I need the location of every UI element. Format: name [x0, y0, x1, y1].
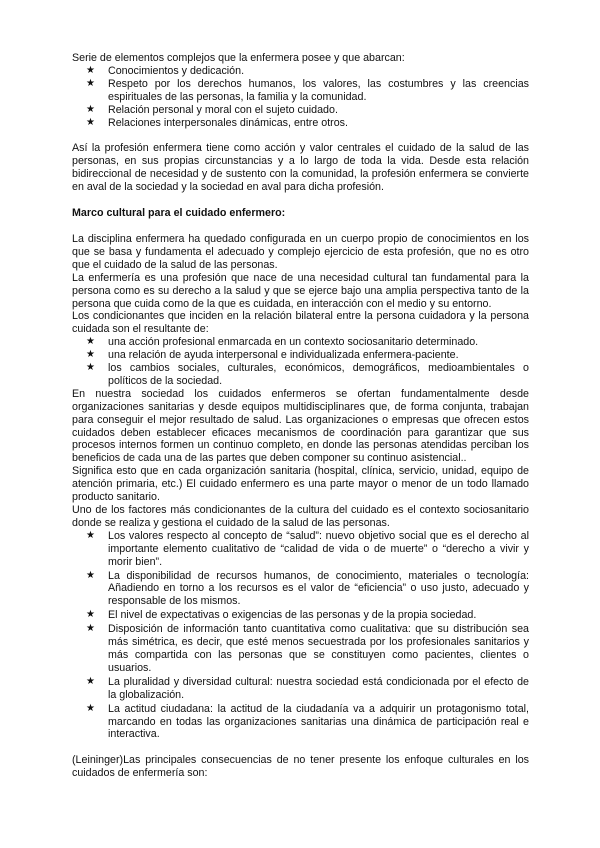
- list-item: ★ La pluralidad y diversidad cultural: nuestra sociedad está condicionada por el efecto de la globalización.: [86, 675, 529, 701]
- star-bullet-icon: ★: [86, 569, 95, 581]
- star-bullet-icon: ★: [86, 529, 95, 541]
- paragraph: En nuestra sociedad los cuidados enfermeros se ofertan fundamentalmente desde organizaciones sanitarias y desde equipos multidisciplinares que, de forma conjunta, trabajan para conseguir el mejor resultado de salud. Las organizaciones o empresas que ofrecen estos cuidados deben establecer eficaces mecanismos de coordinación para garantizar que sus procesos internos formen un continuo completo, en donde las personas atendidas perciban los beneficios de cada una de las partes que deben componer su continuo asistencial..: [72, 387, 529, 465]
- intro-list: [72, 65, 529, 130]
- document-page: [72, 52, 529, 780]
- star-bullet-icon: ★: [86, 116, 95, 128]
- paragraph: La disciplina enfermera ha quedado configurada en un cuerpo propio de conocimientos en los que se basa y fundamenta el adecuado y complejo ejercicio de esta profesión, que no es otro que el cuidado de la salud de las personas.: [72, 232, 529, 271]
- paragraph-profesion: Así la profesión enfermera tiene como acción y valor centrales el cuidado de la salud de las personas, en sus propias circunstancias y a lo largo de toda la vida. Desde esta relación bidireccional de necesidad y de sustento con la comunidad, la profesión enfermera se convierte en aval de la sociedad y la sociedad en aval para dicha profesión.: [72, 142, 529, 194]
- list-item: ★ una relación de ayuda interpersonal e individualizada enfermera-paciente.: [86, 349, 459, 362]
- list-item: ★ La actitud ciudadana: la actitud de la ciudadanía va a adquirir un protagonismo total, marcando en todas las organizaciones sanitarias una dinámica de participación real e interactiva.: [86, 702, 529, 741]
- star-bullet-icon: ★: [86, 77, 95, 89]
- star-bullet-icon: ★: [86, 609, 95, 621]
- star-bullet-icon: ★: [86, 623, 95, 635]
- star-bullet-icon: ★: [86, 675, 95, 687]
- paragraph: Uno de los factores más condicionantes de la cultura del cuidado es el contexto sociosanitario donde se realiza y gestiona el cuidado de la salud de las personas.: [72, 504, 529, 529]
- star-bullet-icon: ★: [86, 362, 95, 374]
- list-item: ★ El nivel de expectativas o exigencias de las personas y de la propia sociedad.: [86, 609, 477, 622]
- paragraph: Los condicionantes que inciden en la relación bilateral entre la persona cuidadora y la persona cuidada son el resultante de:: [72, 310, 529, 336]
- paragraph: La enfermería es una profesión que nace de una necesidad cultural tan fundamental para la persona como es su derecho a la salud y que se ejerce bajo una amplia perspectiva tanto de la persona que cuida como de la que es cuidada, en interacción con el medio y su entorno.: [72, 271, 529, 310]
- section-title: Marco cultural para el cuidado enfermero:: [72, 207, 286, 220]
- list-item: ★ Disposición de información tanto cuantitativa como cualitativa: que su distribución sea más simétrica, es decir, que esté menos secuestrada por los profesionales sanitarios y más compartida con las personas que se constituyen como pacientes, clientes o usuarios.: [86, 623, 529, 674]
- star-bullet-icon: ★: [86, 349, 95, 361]
- list-item: ★ Respeto por los derechos humanos, los valores, las costumbres y las creencias espirituales de las personas, la familia y la comunidad.: [86, 77, 529, 103]
- star-bullet-icon: ★: [86, 64, 95, 76]
- list-item: ★ La disponibilidad de recursos humanos, de conocimiento, materiales o tecnología: Añadiendo en torno a los recursos es el valor de “eficiencia” o uso justo, adecuado y responsable de los mismos.: [86, 569, 529, 608]
- star-bullet-icon: ★: [86, 336, 95, 348]
- factores-list: [72, 530, 529, 742]
- paragraph-leininger: (Leininger)Las principales consecuencias de no tener presente los enfoque culturales en los cuidados de enfermería son:: [72, 754, 529, 780]
- list-item: ★ Los valores respecto al concepto de “salud”: nuevo objetivo social que es el derecho al importante elemento cualitativo de “calidad de vida o de muerte” o “derecho a vivir y morir bien”.: [86, 529, 529, 568]
- list-item: ★ Relaciones interpersonales dinámicas, entre otros.: [86, 116, 348, 129]
- list-item: ★ Relación personal y moral con el sujeto cuidado.: [86, 103, 338, 116]
- condicionantes-list: [72, 336, 529, 388]
- list-item: ★ una acción profesional enmarcada en un contexto sociosanitario determinado.: [86, 336, 479, 349]
- intro-lead: Serie de elementos complejos que la enfermera posee y que abarcan:: [72, 52, 405, 64]
- star-bullet-icon: ★: [86, 103, 95, 115]
- list-item: ★ los cambios sociales, culturales, económicos, demográficos, medioambientales o políticos de la sociedad.: [86, 362, 529, 387]
- list-item: ★ Conocimientos y dedicación.: [86, 64, 245, 77]
- star-bullet-icon: ★: [86, 702, 95, 714]
- paragraph: Significa esto que en cada organización sanitaria (hospital, clínica, servicio, unidad, equipo de atención primaria, etc.) El cuidado enfermero es una parte mayor o menor de un todo llamado producto sanitario.: [72, 465, 529, 504]
